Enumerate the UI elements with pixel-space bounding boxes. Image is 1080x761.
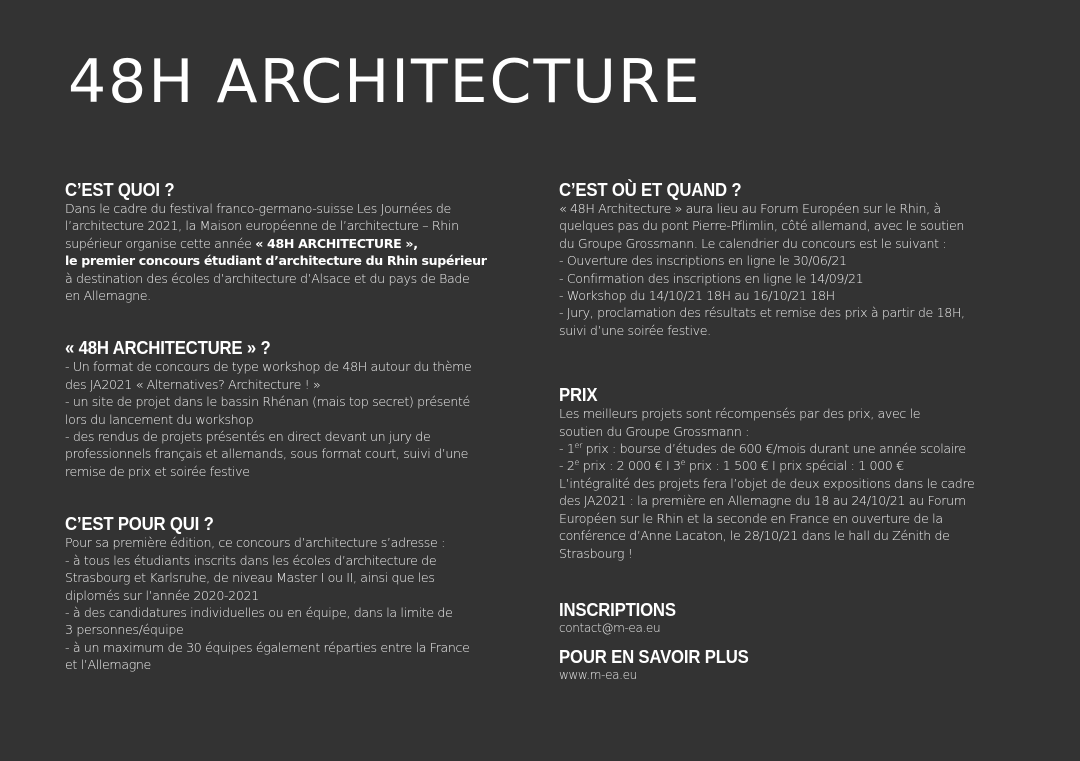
text-line: Les meilleurs projets sont récompensés par des prix, avec le [559,406,921,422]
date-item: - Ouverture des inscriptions en ligne le 30/06/21 [559,253,847,269]
text-line: - à des candidatures individuelles ou en équipe, dans la limite de [65,604,453,620]
section-heading: POUR EN SAVOIR PLUS [559,646,749,667]
text-span: prix : bourse d’études de 600 €/mois durant une année scolaire [582,441,966,457]
text-line: - un site de projet dans le bassin Rhénan (mais top secret) présenté [65,394,470,410]
text-line: conférence d’Anne Lacaton, le 28/10/21 dans le hall du Zénith de [559,528,950,544]
superscript: er [574,440,583,450]
text-line: remise de prix et soirée festive [65,463,250,479]
date-item: suivi d’une soirée festive. [559,322,711,338]
section-concept [65,338,521,480]
text-line: soutien du Groupe Grossmann : [559,423,750,439]
page-title: 48H ARCHITECTURE [68,47,702,117]
text-line: des JA2021 « Alternatives? Architecture ! » [65,376,321,392]
left-column [65,180,521,674]
text-line: l’architecture 2021, la Maison européenne de l’architecture – Rhin [65,218,459,234]
text-line: - à tous les étudiants inscrits dans les écoles d’architecture de [65,552,437,568]
text-span: prix : 2 000 € I 3 [579,458,681,474]
date-item: - Workshop du 14/10/21 18H au 16/10/21 18H [559,288,835,304]
section-inscriptions [559,600,1015,637]
section-ou-quand [559,180,1015,339]
text-line: - des rendus de projets présentés en direct devant un jury de [65,429,431,445]
section-text [65,200,521,304]
right-column [559,180,1015,684]
superscript: e [680,458,686,468]
text-line: à destination des écoles d’architecture d’Alsace et du pays de Bade [65,270,470,286]
section-heading: « 48H ARCHITECTURE » ? [65,338,271,359]
section-heading: PRIX [559,385,598,406]
text-line: L’intégralité des projets fera l’objet de deux expositions dans le cadre [559,475,975,491]
text-line: Dans le cadre du festival franco-germano-suisse Les Journées de [65,201,451,216]
text-span: supérieur organise cette année [65,235,256,251]
section-heading: INSCRIPTIONS [559,599,676,620]
prize-item [559,457,1015,474]
section-text [559,405,1015,562]
section-savoir-plus [559,647,1015,684]
text-line: et l’Allemagne [65,657,151,673]
text-line: « 48H Architecture » aura lieu au Forum Européen sur le Rhin, à [559,201,941,216]
text-line: lors du lancement du workshop [65,411,254,427]
section-heading: C’EST POUR QUI ? [65,514,214,535]
text-span: prix : 1 500 € I prix spécial : 1 000 € [685,458,904,474]
section-text [559,200,1015,339]
text-line: Pour sa première édition, ce concours d’architecture s’adresse : [65,535,445,551]
text-line: professionnels français et allemands, sous format court, suivi d’une [65,446,469,462]
text-line: du Groupe Grossmann. Le calendrier du concours est le suivant : [559,235,947,251]
text-line: 3 personnes/équipe [65,622,184,638]
text-span: - 2 [559,458,575,474]
prize-item [559,440,1015,457]
section-text [65,534,521,673]
text-line: diplomés sur l’année 2020-2021 [65,587,259,603]
text-line: - Un format de concours de type workshop de 48H autour du thème [65,359,472,375]
text-line: Européen sur le Rhin et la seconde en France en ouverture de la [559,510,943,526]
date-item: - Jury, proclamation des résultats et remise des prix à partir de 18H, [559,305,965,321]
text-line: quelques pas du pont Pierre-Pflimlin, côté allemand, avec le soutien [559,218,965,234]
text-line: des JA2021 : la première en Allemagne du 18 au 24/10/21 au Forum [559,493,966,509]
section-text [65,358,521,480]
contact-email-link[interactable]: contact@m-ea.eu [559,620,661,635]
section-cest-quoi [65,180,521,304]
section-heading: C’EST QUOI ? [65,180,175,200]
bold-text: le premier concours étudiant d’architecture du Rhin supérieur [65,253,487,269]
text-line: Strasbourg et Karlsruhe, de niveau Master I ou II, ainsi que les [65,570,435,586]
section-prix [559,385,1015,562]
text-line [65,235,521,252]
text-line: Strasbourg ! [559,545,633,561]
superscript: e [574,458,580,468]
website-link[interactable]: www.m-ea.eu [559,667,637,682]
text-line: en Allemagne. [65,288,151,304]
date-item: - Confirmation des inscriptions en ligne le 14/09/21 [559,270,864,286]
bold-text: « 48H ARCHITECTURE », [255,235,418,251]
section-heading: C’EST OÙ ET QUAND ? [559,180,742,200]
text-line: - à un maximum de 30 équipes également réparties entre la France [65,639,470,655]
text-span: - 1 [559,441,575,457]
section-pour-qui [65,514,521,673]
